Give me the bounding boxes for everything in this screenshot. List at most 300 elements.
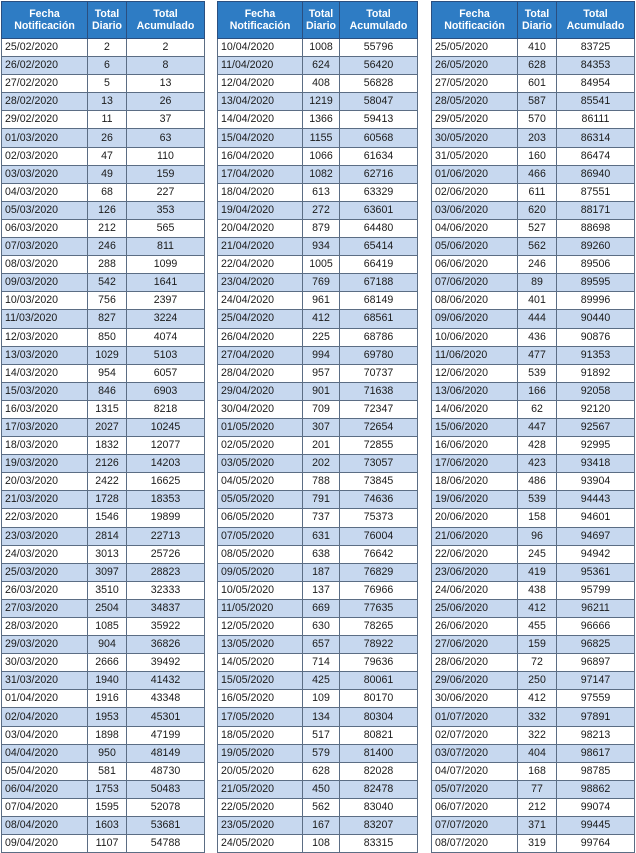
cell-fecha: 23/04/2020 [218,274,303,292]
cell-total-diario: 994 [303,346,340,364]
table-row [218,219,418,237]
cell-total-acumulado: 92567 [557,418,635,436]
cell-total-acumulado: 95361 [557,563,635,581]
cell-total-diario: 109 [303,690,340,708]
cell-total-diario: 72 [518,654,557,672]
cell-total-acumulado: 26 [127,93,205,111]
cell-total-acumulado: 99764 [557,835,635,853]
cell-fecha: 26/04/2020 [218,328,303,346]
table-row [2,780,205,798]
cell-fecha: 02/07/2020 [432,726,518,744]
cell-total-diario: 108 [303,835,340,853]
table-row [2,382,205,400]
cell-total-acumulado: 76642 [340,545,418,563]
header-total-acumulado-line1: Total [583,8,608,20]
cell-total-diario: 669 [303,599,340,617]
cell-fecha: 26/06/2020 [432,618,518,636]
cell-total-acumulado: 84353 [557,57,635,75]
cell-total-acumulado: 81400 [340,744,418,762]
table-row [432,57,635,75]
cell-total-acumulado: 89996 [557,292,635,310]
table-row [2,817,205,835]
cell-fecha: 30/03/2020 [2,654,88,672]
cell-total-diario: 788 [303,473,340,491]
cell-total-diario: 1082 [303,165,340,183]
cell-total-diario: 6 [88,57,127,75]
cell-fecha: 09/05/2020 [218,563,303,581]
cell-total-diario: 11 [88,111,127,129]
cell-total-diario: 630 [303,618,340,636]
table-row [218,346,418,364]
cell-total-acumulado: 159 [127,165,205,183]
cell-total-acumulado: 8 [127,57,205,75]
cell-total-acumulado: 63601 [340,201,418,219]
cell-total-acumulado: 90440 [557,310,635,328]
cell-total-diario: 412 [518,599,557,617]
cell-total-diario: 212 [518,798,557,816]
table-row [432,455,635,473]
cell-total-acumulado: 62716 [340,165,418,183]
header-total-diario-line1: Total [94,8,120,20]
cell-fecha: 05/06/2020 [432,238,518,256]
cell-total-acumulado: 2 [127,39,205,57]
cell-fecha: 10/04/2020 [218,39,303,57]
cell-fecha: 11/06/2020 [432,346,518,364]
cell-total-acumulado: 18353 [127,491,205,509]
table-row [2,183,205,201]
table-row [432,256,635,274]
cell-fecha: 29/02/2020 [2,111,88,129]
table-row [2,400,205,418]
cell-fecha: 02/05/2020 [218,437,303,455]
cell-total-acumulado: 45301 [127,708,205,726]
cell-total-diario: 769 [303,274,340,292]
cell-fecha: 18/04/2020 [218,183,303,201]
cell-total-acumulado: 83040 [340,798,418,816]
table-row [432,75,635,93]
cell-total-diario: 3097 [88,563,127,581]
header-fecha-line1: Fecha [459,8,490,20]
cell-total-diario: 425 [303,672,340,690]
table-row [432,346,635,364]
cell-fecha: 27/05/2020 [432,75,518,93]
cell-total-diario: 1595 [88,798,127,816]
table-row [432,473,635,491]
table-row [2,581,205,599]
header-total-acumulado-line1: Total [153,8,178,20]
table-row [2,726,205,744]
table-row [218,762,418,780]
cell-total-diario: 1066 [303,147,340,165]
cell-total-acumulado: 83207 [340,817,418,835]
cell-total-diario: 2027 [88,418,127,436]
cell-total-acumulado: 98617 [557,744,635,762]
table-row [2,636,205,654]
cell-total-diario: 272 [303,201,340,219]
cell-fecha: 18/06/2020 [432,473,518,491]
header-total-diario-line2: Diario [305,20,337,32]
cell-fecha: 09/06/2020 [432,310,518,328]
cell-total-acumulado: 811 [127,238,205,256]
cell-fecha: 01/04/2020 [2,690,88,708]
header-fecha-line2: Notificación [14,20,75,32]
cell-total-diario: 408 [303,75,340,93]
cell-total-diario: 3510 [88,581,127,599]
table-row [432,129,635,147]
cell-fecha: 07/03/2020 [2,238,88,256]
cell-total-acumulado: 91353 [557,346,635,364]
cell-total-acumulado: 74636 [340,491,418,509]
cell-total-acumulado: 22713 [127,527,205,545]
cell-total-acumulado: 14203 [127,455,205,473]
table-row [2,75,205,93]
table-row [432,509,635,527]
cell-fecha: 15/06/2020 [432,418,518,436]
cell-total-acumulado: 68786 [340,328,418,346]
table-row [432,491,635,509]
cell-fecha: 22/04/2020 [218,256,303,274]
cell-total-acumulado: 69780 [340,346,418,364]
cell-fecha: 21/04/2020 [218,238,303,256]
cell-total-diario: 401 [518,292,557,310]
cell-total-diario: 879 [303,219,340,237]
cell-total-acumulado: 79636 [340,654,418,672]
cell-total-acumulado: 32333 [127,581,205,599]
cell-total-diario: 1546 [88,509,127,527]
table-row [218,654,418,672]
table-row [432,798,635,816]
cell-fecha: 12/05/2020 [218,618,303,636]
cell-total-diario: 3013 [88,545,127,563]
table-row [218,201,418,219]
table-row [2,238,205,256]
cell-total-diario: 187 [303,563,340,581]
cell-total-diario: 756 [88,292,127,310]
cell-total-diario: 2126 [88,455,127,473]
table-row [432,400,635,418]
cell-total-diario: 620 [518,201,557,219]
cell-fecha: 03/05/2020 [218,455,303,473]
cell-total-diario: 562 [303,798,340,816]
cell-total-diario: 961 [303,292,340,310]
cell-total-acumulado: 1641 [127,274,205,292]
header-total-acumulado [340,2,418,39]
table-row [218,599,418,617]
cell-total-acumulado: 565 [127,219,205,237]
cell-total-acumulado: 86940 [557,165,635,183]
table-row [218,75,418,93]
table-row [218,744,418,762]
cell-total-acumulado: 97147 [557,672,635,690]
cell-fecha: 27/02/2020 [2,75,88,93]
table-row [218,672,418,690]
cell-fecha: 14/03/2020 [2,364,88,382]
table-row [432,780,635,798]
cell-total-acumulado: 96666 [557,618,635,636]
cell-total-acumulado: 63 [127,129,205,147]
table-row [218,726,418,744]
cell-fecha: 24/03/2020 [2,545,88,563]
table-row [432,274,635,292]
cell-total-diario: 846 [88,382,127,400]
table-row [432,111,635,129]
cell-fecha: 03/03/2020 [2,165,88,183]
cell-fecha: 18/05/2020 [218,726,303,744]
cell-fecha: 01/05/2020 [218,418,303,436]
table-header-row [2,2,205,39]
cell-fecha: 01/06/2020 [432,165,518,183]
cell-fecha: 27/04/2020 [218,346,303,364]
cell-fecha: 28/06/2020 [432,654,518,672]
cell-total-diario: 137 [303,581,340,599]
cell-total-diario: 1008 [303,39,340,57]
cell-total-acumulado: 52078 [127,798,205,816]
cell-total-diario: 436 [518,328,557,346]
cell-total-diario: 624 [303,57,340,75]
cell-fecha: 08/04/2020 [2,817,88,835]
cell-fecha: 10/03/2020 [2,292,88,310]
data-table-1 [1,1,205,853]
cell-total-acumulado: 75373 [340,509,418,527]
cell-total-diario: 168 [518,762,557,780]
header-total-diario-line1: Total [308,8,334,20]
table-row [432,147,635,165]
table-row [432,618,635,636]
cell-total-acumulado: 6903 [127,382,205,400]
cell-total-diario: 419 [518,563,557,581]
table-row [218,455,418,473]
cell-total-acumulado: 41432 [127,672,205,690]
cell-total-diario: 570 [518,111,557,129]
cell-total-acumulado: 48730 [127,762,205,780]
cell-total-diario: 438 [518,581,557,599]
cell-total-diario: 246 [518,256,557,274]
table-row [2,762,205,780]
cell-total-acumulado: 54788 [127,835,205,853]
table-row [432,382,635,400]
cell-fecha: 19/06/2020 [432,491,518,509]
cell-fecha: 25/05/2020 [432,39,518,57]
table-row [2,418,205,436]
cell-total-acumulado: 89260 [557,238,635,256]
cell-total-diario: 1366 [303,111,340,129]
cell-fecha: 17/05/2020 [218,708,303,726]
cell-total-acumulado: 60568 [340,129,418,147]
cell-total-acumulado: 94942 [557,545,635,563]
cell-total-acumulado: 86111 [557,111,635,129]
table-row [218,238,418,256]
table-row [218,418,418,436]
cell-fecha: 21/05/2020 [218,780,303,798]
cell-fecha: 31/05/2020 [432,147,518,165]
cell-total-acumulado: 50483 [127,780,205,798]
cell-total-diario: 2504 [88,599,127,617]
table-row [432,563,635,581]
cell-fecha: 14/05/2020 [218,654,303,672]
cell-total-diario: 250 [518,672,557,690]
header-fecha [218,2,303,39]
cell-fecha: 25/02/2020 [2,39,88,57]
cell-fecha: 23/06/2020 [432,563,518,581]
table-row [2,473,205,491]
cell-fecha: 06/04/2020 [2,780,88,798]
cell-fecha: 09/04/2020 [2,835,88,853]
cell-total-diario: 96 [518,527,557,545]
cell-fecha: 01/03/2020 [2,129,88,147]
cell-total-diario: 957 [303,364,340,382]
cell-total-acumulado: 72347 [340,400,418,418]
cell-total-diario: 709 [303,400,340,418]
data-table-3 [431,1,635,853]
cell-fecha: 30/05/2020 [432,129,518,147]
table-row [218,437,418,455]
table-row [218,147,418,165]
table-row [2,455,205,473]
cell-total-acumulado: 6057 [127,364,205,382]
cell-total-acumulado: 67188 [340,274,418,292]
table-row [2,111,205,129]
cell-fecha: 28/03/2020 [2,618,88,636]
table-row [218,57,418,75]
cell-total-diario: 628 [518,57,557,75]
cell-fecha: 12/03/2020 [2,328,88,346]
table-row [218,256,418,274]
cell-total-acumulado: 98785 [557,762,635,780]
cell-fecha: 25/03/2020 [2,563,88,581]
cell-total-diario: 901 [303,382,340,400]
cell-total-diario: 68 [88,183,127,201]
cell-total-diario: 444 [518,310,557,328]
cell-fecha: 04/06/2020 [432,219,518,237]
cell-total-acumulado: 92120 [557,400,635,418]
cell-fecha: 09/03/2020 [2,274,88,292]
cell-fecha: 22/03/2020 [2,509,88,527]
cell-total-diario: 160 [518,147,557,165]
table-row [218,274,418,292]
table-row [218,111,418,129]
cell-fecha: 07/04/2020 [2,798,88,816]
cell-total-diario: 791 [303,491,340,509]
cell-total-acumulado: 92058 [557,382,635,400]
cell-total-acumulado: 353 [127,201,205,219]
cell-total-acumulado: 99074 [557,798,635,816]
cell-total-acumulado: 56420 [340,57,418,75]
table-row [218,817,418,835]
table-row [218,798,418,816]
table-body [218,39,418,853]
header-total-diario-line2: Diario [91,20,123,32]
table-row [432,835,635,853]
table-row [218,527,418,545]
cell-total-acumulado: 80821 [340,726,418,744]
table-row [2,328,205,346]
cell-total-diario: 2 [88,39,127,57]
header-fecha-line2: Notificación [229,20,291,32]
cell-total-acumulado: 99445 [557,817,635,835]
table-row [432,762,635,780]
table-row [2,599,205,617]
cell-total-acumulado: 83315 [340,835,418,853]
cell-total-diario: 332 [518,708,557,726]
cell-fecha: 20/05/2020 [218,762,303,780]
cell-total-acumulado: 76004 [340,527,418,545]
table-row [432,418,635,436]
cell-total-diario: 158 [518,509,557,527]
cell-fecha: 14/04/2020 [218,111,303,129]
cell-total-acumulado: 98862 [557,780,635,798]
cell-total-acumulado: 5103 [127,346,205,364]
cell-fecha: 29/04/2020 [218,382,303,400]
cell-total-acumulado: 76966 [340,581,418,599]
table-row [2,364,205,382]
cell-total-acumulado: 94697 [557,527,635,545]
cell-total-diario: 412 [518,690,557,708]
data-table-2 [217,1,418,853]
cell-fecha: 25/06/2020 [432,599,518,617]
cell-total-acumulado: 80061 [340,672,418,690]
cell-total-acumulado: 70737 [340,364,418,382]
table-row [2,147,205,165]
table-row [218,581,418,599]
cell-total-diario: 954 [88,364,127,382]
cell-total-diario: 203 [518,129,557,147]
table-row [218,563,418,581]
cell-total-acumulado: 47199 [127,726,205,744]
cell-total-diario: 613 [303,183,340,201]
cell-total-diario: 371 [518,817,557,835]
cell-fecha: 11/04/2020 [218,57,303,75]
cell-total-diario: 201 [303,437,340,455]
cell-total-diario: 1953 [88,708,127,726]
header-total-diario-line1: Total [524,8,550,20]
cell-total-acumulado: 63329 [340,183,418,201]
cell-total-acumulado: 84954 [557,75,635,93]
table-row [2,563,205,581]
table-row [218,39,418,57]
header-total-diario [518,2,557,39]
table-row [218,509,418,527]
cell-total-acumulado: 65414 [340,238,418,256]
cell-total-acumulado: 227 [127,183,205,201]
cell-total-diario: 737 [303,509,340,527]
cell-total-acumulado: 82028 [340,762,418,780]
cell-total-diario: 1029 [88,346,127,364]
cell-total-acumulado: 86314 [557,129,635,147]
cell-total-diario: 319 [518,835,557,853]
cell-total-acumulado: 66419 [340,256,418,274]
table-row [218,491,418,509]
cell-fecha: 26/03/2020 [2,581,88,599]
cell-fecha: 05/03/2020 [2,201,88,219]
cell-fecha: 30/04/2020 [218,400,303,418]
cell-total-diario: 579 [303,744,340,762]
cell-fecha: 22/06/2020 [432,545,518,563]
table-row [218,780,418,798]
cell-total-diario: 1832 [88,437,127,455]
cell-total-diario: 412 [303,310,340,328]
header-fecha [432,2,518,39]
cell-fecha: 13/06/2020 [432,382,518,400]
table-row [2,690,205,708]
table-row [2,274,205,292]
table-row [2,57,205,75]
table-row [432,39,635,57]
cell-total-diario: 539 [518,491,557,509]
cell-total-acumulado: 72654 [340,418,418,436]
cell-total-diario: 587 [518,93,557,111]
table-row [218,364,418,382]
cell-fecha: 19/04/2020 [218,201,303,219]
